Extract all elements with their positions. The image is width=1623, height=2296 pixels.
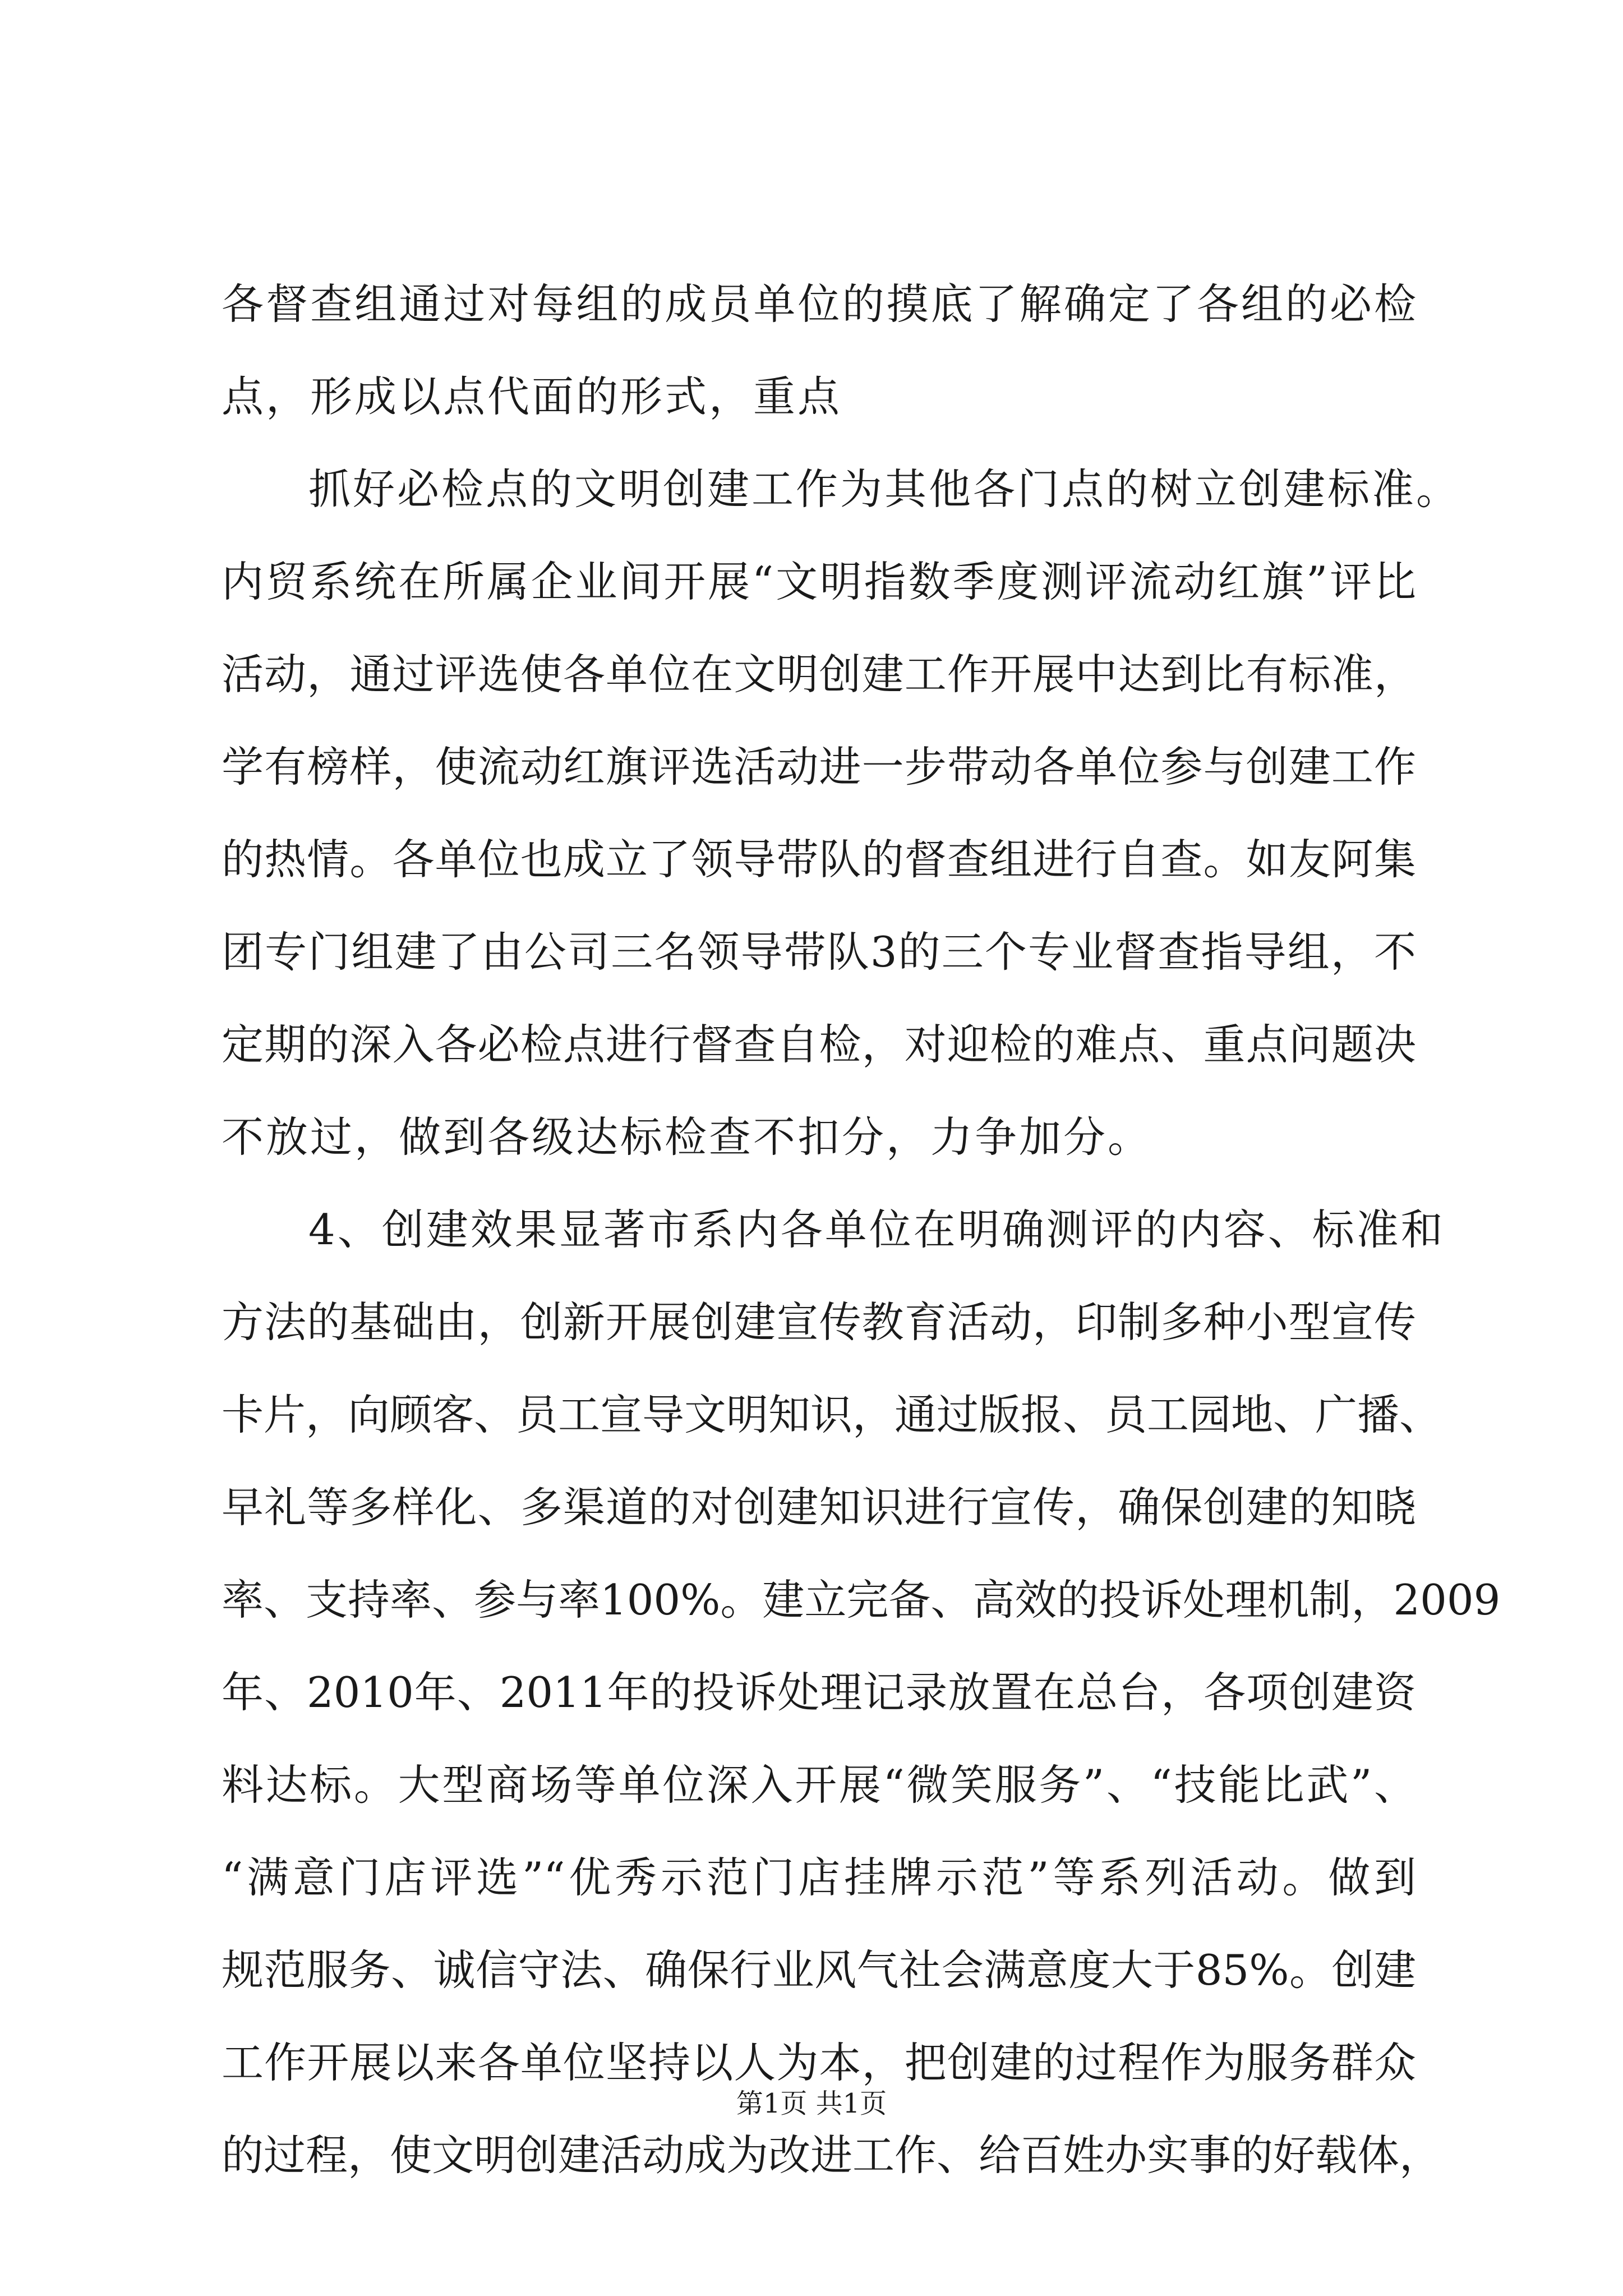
text-line: 各督查组通过对每组的成员单位的摸底了解确定了各组的必检 xyxy=(222,279,1416,329)
text-line: 定期的深入各必检点进行督查自检，对迎检的难点、重点问题决 xyxy=(222,1020,1416,1069)
text-line: 卡片，向顾客、员工宣导文明知识，通过版报、员工园地、广播、 xyxy=(222,1390,1442,1439)
text-line: 率、支持率、参与率100%。建立完备、高效的投诉处理机制，2009 xyxy=(222,1575,1501,1625)
text-line: 团专门组建了由公司三名领导带队3的三个专业督查指导组，不 xyxy=(222,927,1416,977)
text-line: 规范服务、诚信守法、确保行业风气社会满意度大于85%。创建 xyxy=(222,1945,1416,1995)
text-line: 4、创建效果显著市系内各单位在明确测评的内容、标准和 xyxy=(308,1205,1445,1254)
page-footer xyxy=(0,2087,1623,2120)
text-line: 点，形成以点代面的形式，重点 xyxy=(222,372,842,421)
text-line: 料达标。大型商场等单位深入开展“微笑服务”、“技能比武”、 xyxy=(222,1760,1416,1810)
text-line: 活动，通过评选使各单位在文明创建工作开展中达到比有标准， xyxy=(222,650,1416,699)
text-line: 抓好必检点的文明创建工作为其他各门点的树立创建标准。 xyxy=(308,464,1461,514)
text-line: 的热情。各单位也成立了领导带队的督查组进行自查。如友阿集 xyxy=(222,835,1416,884)
document-body xyxy=(222,258,1501,2202)
text-line: 不放过，做到各级达标检查不扣分，力争加分。 xyxy=(222,1112,1152,1162)
page-number-label: 第1页 共1页 xyxy=(736,2088,887,2119)
text-line: 早礼等多样化、多渠道的对创建知识进行宣传，确保创建的知晓 xyxy=(222,1483,1416,1532)
text-line: 内贸系统在所属企业间开展“文明指数季度测评流动红旗”评比 xyxy=(222,557,1416,606)
text-line: 的过程，使文明创建活动成为改进工作、给百姓办实事的好载体， xyxy=(222,2131,1442,2180)
paragraph-1 xyxy=(222,258,1416,443)
text-line: 学有榜样，使流动红旗评选活动进一步带动各单位参与创建工作 xyxy=(222,742,1416,792)
paragraph-3 xyxy=(222,1184,1501,2202)
text-line: “满意门店评选”“优秀示范门店挂牌示范”等系列活动。做到 xyxy=(222,1853,1416,1902)
text-line: 工作开展以来各单位坚持以人为本，把创建的过程作为服务群众 xyxy=(222,2038,1416,2087)
text-line: 方法的基础由，创新开展创建宣传教育活动，印制多种小型宣传 xyxy=(222,1297,1416,1347)
paragraph-2 xyxy=(222,443,1461,1184)
text-line: 年、2010年、2011年的投诉处理记录放置在总台，各项创建资 xyxy=(222,1668,1416,1717)
